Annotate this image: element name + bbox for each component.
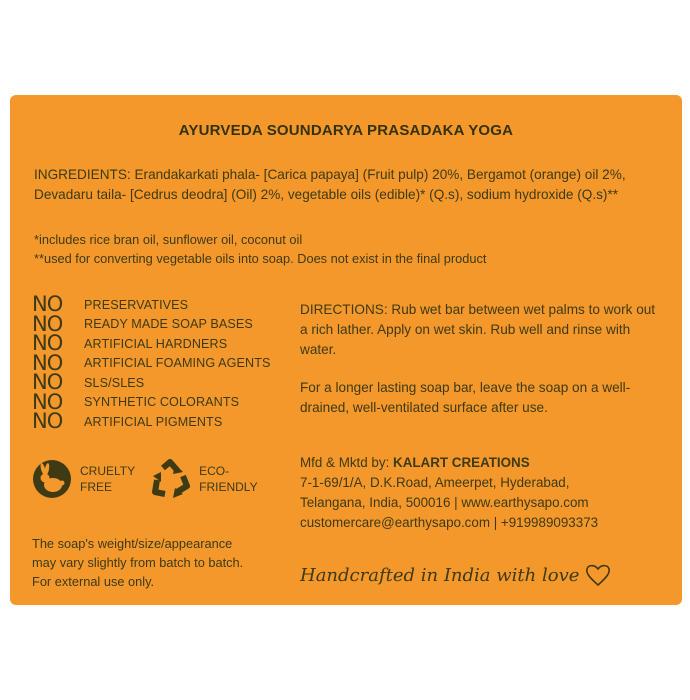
- no-claim-text: ARTIFICIAL HARDNERS: [84, 336, 228, 351]
- cruelty-free-badge: [32, 459, 135, 499]
- product-title: AYURVEDA SOUNDARYA PRASADAKA YOGA: [178, 122, 514, 139]
- no-claim-row: [32, 295, 292, 315]
- cruelty-free-label: [80, 463, 135, 495]
- heart-icon: [585, 563, 611, 587]
- disclaimer-line: The soap's weight/size/appearance: [32, 536, 233, 551]
- badge-line: CRUELTY: [80, 464, 136, 478]
- badge-line: FRIENDLY: [199, 480, 258, 494]
- directions-text: Rub wet bar between wet palms to work out a rich lather. Apply on wet skin. Rub well and rinse with water.: [300, 302, 656, 357]
- no-mark: NO: [32, 392, 63, 412]
- rabbit-icon: [32, 459, 72, 499]
- disclaimer-line: For external use only.: [32, 574, 155, 589]
- disclaimer: [32, 534, 292, 591]
- manufacturer-block: [300, 453, 670, 533]
- no-mark: NO: [32, 314, 63, 334]
- label-panel: [10, 95, 682, 605]
- contact-line: customercare@earthysapo.com | +919989093373: [300, 515, 599, 530]
- no-claim-row: [32, 334, 292, 354]
- no-claim-row: [32, 393, 292, 413]
- storage-advice: For a longer lasting soap bar, leave the soap on a well-drained, well-ventilated surface after use.: [300, 380, 631, 415]
- no-claim-row: [32, 412, 292, 432]
- no-mark: NO: [32, 412, 63, 432]
- tagline: [300, 563, 611, 587]
- no-claim-text: SLS/SLES: [84, 375, 145, 390]
- no-mark: NO: [32, 373, 63, 393]
- manufacturer-label: Mfd & Mktd by:: [300, 455, 390, 470]
- no-claim-row: [32, 373, 292, 393]
- badge-line: ECO-: [199, 464, 230, 478]
- tagline-text: Handcrafted in India with love: [300, 564, 580, 586]
- no-claim-row: [32, 354, 292, 374]
- no-mark: NO: [32, 295, 63, 315]
- manufacturer-line: [300, 453, 670, 473]
- manufacturer-name: KALART CREATIONS: [393, 455, 530, 470]
- no-claims-list: [32, 295, 292, 432]
- no-mark: NO: [32, 334, 63, 354]
- directions-label: DIRECTIONS:: [300, 302, 388, 317]
- badge-line: FREE: [80, 480, 113, 494]
- no-claim-text: READY MADE SOAP BASES: [84, 317, 253, 332]
- badges: [32, 458, 272, 500]
- ingredient-notes: [34, 230, 654, 268]
- ingredients-text: Erandakarkati phala- [Carica papaya] (Fruit pulp) 20%, Bergamot (orange) oil 2%, Devadaru taila- [Cedrus deodra] (Oil) 2%, vegetable oils (edible)* (Q.s), sodium hydroxide (Q.s)**: [34, 167, 626, 202]
- address-line: 7-1-69/1/A, D.K.Road, Ameerpet, Hyderabad,: [300, 475, 570, 490]
- eco-friendly-label: [199, 463, 257, 495]
- directions-block: [300, 300, 660, 360]
- no-claim-text: ARTIFICIAL PIGMENTS: [84, 414, 223, 429]
- ingredients-label: INGREDIENTS:: [34, 167, 131, 182]
- address-line: Telangana, India, 500016 | www.earthysapo.com: [300, 495, 589, 510]
- note-line: *includes rice bran oil, sunflower oil, coconut oil: [34, 232, 303, 247]
- disclaimer-line: may vary slightly from batch to batch.: [32, 555, 244, 570]
- eco-friendly-badge: [149, 458, 257, 500]
- no-claim-row: [32, 315, 292, 335]
- no-claim-text: ARTIFICIAL FOAMING AGENTS: [84, 356, 271, 371]
- note-line: **used for converting vegetable oils into soap. Does not exist in the final product: [34, 251, 487, 266]
- ingredients-block: [34, 165, 654, 205]
- no-claim-text: SYNTHETIC COLORANTS: [84, 395, 240, 410]
- no-mark: NO: [32, 353, 63, 373]
- no-claim-text: PRESERVATIVES: [84, 297, 189, 312]
- recycle-icon: [149, 458, 191, 500]
